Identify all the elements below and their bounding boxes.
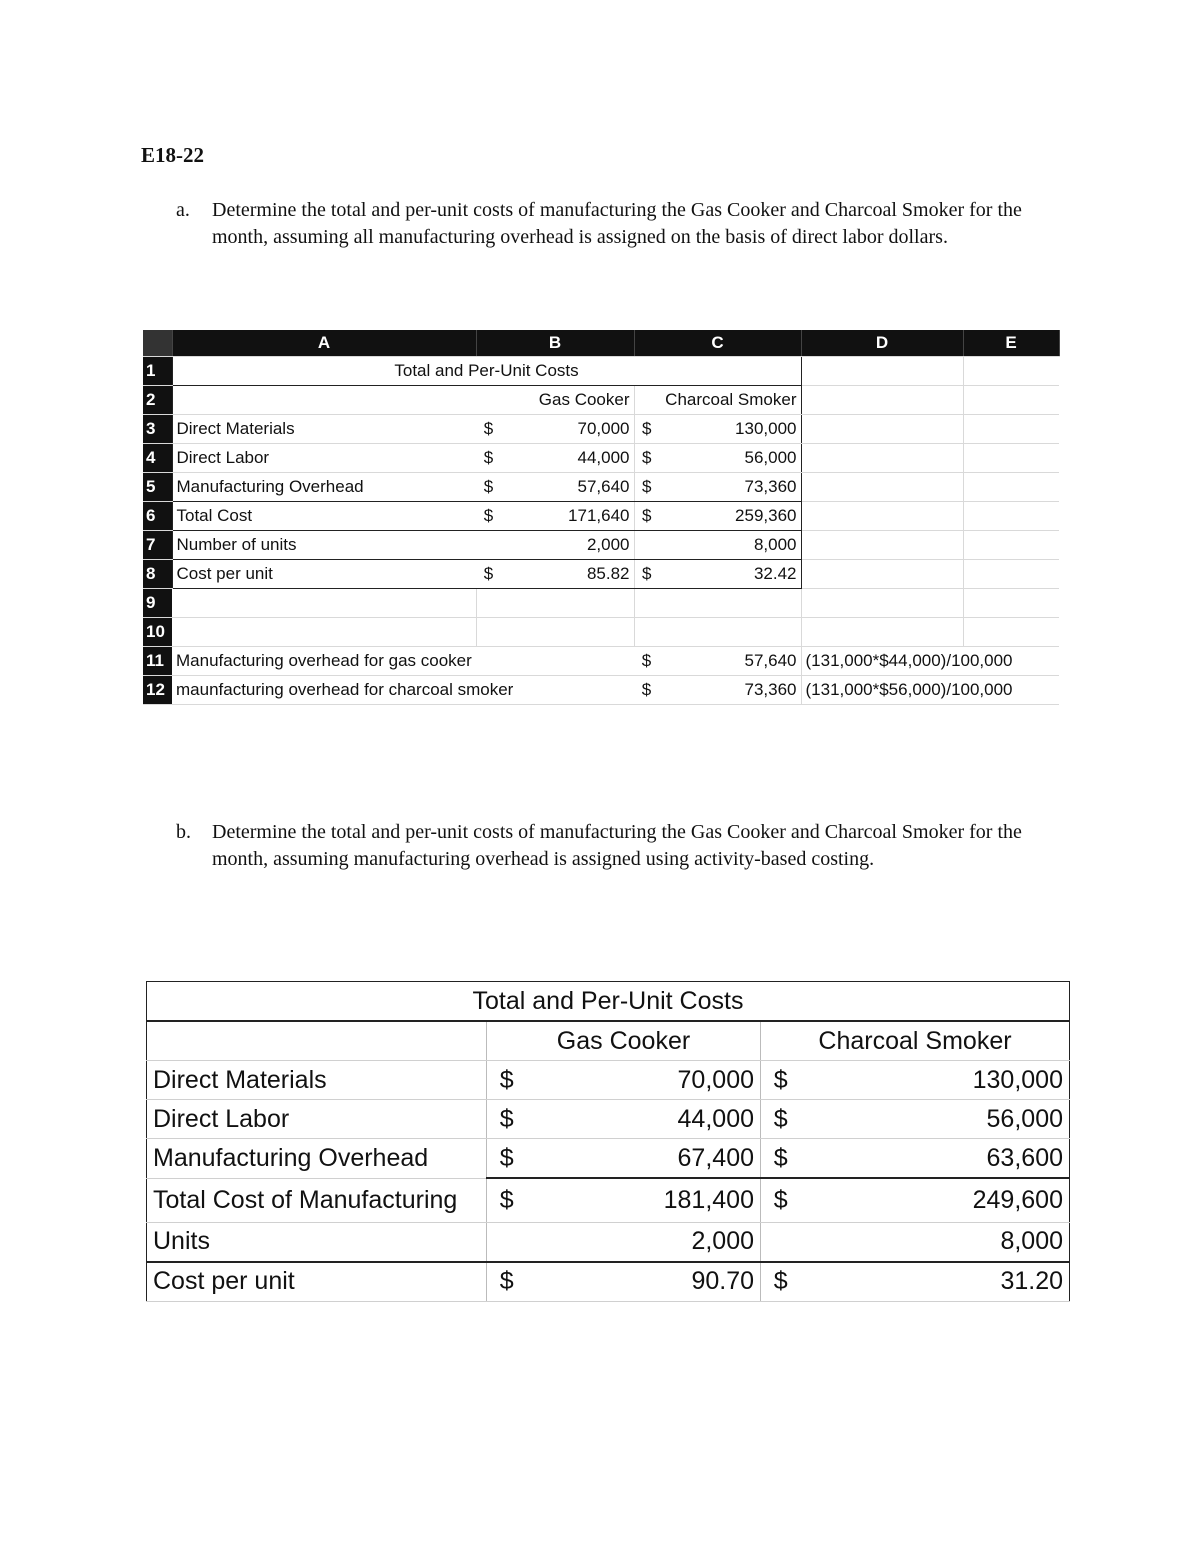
- cell[interactable]: [963, 386, 1059, 415]
- row-number[interactable]: 8: [143, 560, 172, 589]
- sheet-row: [143, 386, 1059, 415]
- charcoal-smoker-value[interactable]: 32.42: [659, 560, 801, 589]
- row-label[interactable]: maunfacturing overhead for charcoal smoker: [172, 676, 634, 705]
- row-label[interactable]: Manufacturing overhead for gas cooker: [172, 647, 634, 676]
- question-a-label: a.: [176, 199, 190, 221]
- currency-symbol: $: [634, 444, 659, 473]
- question-b-text: Determine the total and per-unit costs of manufacturing the Gas Cooker and Charcoal Smoker for the month, assuming manufacturing overhead is assigned using activity-based costing.: [212, 821, 1022, 870]
- cell[interactable]: [963, 531, 1059, 560]
- cell[interactable]: [476, 589, 634, 618]
- row-label: Total Cost of Manufacturing: [147, 1178, 487, 1222]
- cell[interactable]: [801, 502, 963, 531]
- question-a-text: Determine the total and per-unit costs of manufacturing the Gas Cooker and Charcoal Smoker for the month, assuming all manufacturing overhead is assigned on the basis of direct labor dollars.: [212, 199, 1022, 248]
- cell[interactable]: [963, 502, 1059, 531]
- currency-symbol: $: [487, 1100, 527, 1139]
- cost-table-abc: [146, 981, 1070, 1302]
- currency-symbol: $: [634, 415, 659, 444]
- cell[interactable]: [476, 618, 634, 647]
- table-title: Total and Per-Unit Costs: [147, 982, 1070, 1022]
- table-title-row: [147, 982, 1070, 1022]
- row-label[interactable]: Direct Materials: [172, 415, 476, 444]
- gas-cooker-value[interactable]: 2,000: [501, 531, 634, 560]
- charcoal-smoker-value[interactable]: 73,360: [659, 473, 801, 502]
- sheet-row: [143, 531, 1059, 560]
- currency-symbol: $: [487, 1139, 527, 1179]
- currency-symbol: $: [487, 1262, 527, 1302]
- cell[interactable]: [801, 386, 963, 415]
- select-all-corner[interactable]: [143, 330, 172, 357]
- cell: [147, 1021, 487, 1061]
- row-number[interactable]: 9: [143, 589, 172, 618]
- page-heading: E18-22: [141, 143, 204, 167]
- currency-symbol: $: [476, 444, 501, 473]
- cell[interactable]: [801, 357, 963, 386]
- sheet-row: [143, 357, 1059, 386]
- currency-symbol: $: [634, 676, 659, 705]
- sheet-row: [143, 415, 1059, 444]
- charcoal-smoker-value: 8,000: [801, 1222, 1070, 1262]
- cell[interactable]: [634, 589, 801, 618]
- sheet-row: [143, 618, 1059, 647]
- gas-cooker-value: 2,000: [527, 1222, 761, 1262]
- row-label: Units: [147, 1222, 487, 1262]
- table-header-row: [147, 1021, 1070, 1061]
- currency-symbol: $: [761, 1262, 801, 1302]
- row-label[interactable]: Manufacturing Overhead: [172, 473, 476, 502]
- charcoal-smoker-value[interactable]: 8,000: [659, 531, 801, 560]
- sheet-row: [143, 589, 1059, 618]
- col-c-header[interactable]: Charcoal Smoker: [634, 386, 801, 415]
- cell[interactable]: [634, 618, 801, 647]
- row-label[interactable]: Total Cost: [172, 502, 476, 531]
- column-header-d[interactable]: D: [801, 330, 963, 357]
- column-header-e[interactable]: E: [963, 330, 1059, 357]
- cell[interactable]: [801, 589, 963, 618]
- question-b: [176, 819, 1076, 873]
- cell: [761, 1222, 801, 1262]
- overhead-formula[interactable]: (131,000*$56,000)/100,000: [801, 676, 1059, 705]
- row-label: Direct Labor: [147, 1100, 487, 1139]
- row-number[interactable]: 2: [143, 386, 172, 415]
- col-c-header: Charcoal Smoker: [761, 1021, 1070, 1061]
- gas-cooker-value: 90.70: [527, 1262, 761, 1302]
- currency-symbol: $: [476, 560, 501, 589]
- row-number[interactable]: 10: [143, 618, 172, 647]
- charcoal-smoker-value[interactable]: 56,000: [659, 444, 801, 473]
- row-number[interactable]: 7: [143, 531, 172, 560]
- gas-cooker-value[interactable]: 85.82: [501, 560, 634, 589]
- sheet-row: [143, 560, 1059, 589]
- currency-symbol: $: [761, 1061, 801, 1100]
- cell[interactable]: [963, 560, 1059, 589]
- overhead-formula[interactable]: (131,000*$44,000)/100,000: [801, 647, 1059, 676]
- gas-cooker-value[interactable]: 44,000: [501, 444, 634, 473]
- charcoal-smoker-value[interactable]: 130,000: [659, 415, 801, 444]
- charcoal-smoker-value: 56,000: [801, 1100, 1070, 1139]
- cell[interactable]: [801, 444, 963, 473]
- row-label[interactable]: Number of units: [172, 531, 476, 560]
- cell[interactable]: [801, 618, 963, 647]
- row-number[interactable]: 5: [143, 473, 172, 502]
- table-row: [147, 1139, 1070, 1179]
- row-number[interactable]: 12: [143, 676, 172, 705]
- cell[interactable]: [801, 531, 963, 560]
- cell[interactable]: [172, 618, 476, 647]
- table-row: [147, 1262, 1070, 1302]
- currency-symbol: $: [476, 415, 501, 444]
- currency-symbol: $: [487, 1061, 527, 1100]
- table-row: [147, 1178, 1070, 1222]
- column-header-a[interactable]: A: [172, 330, 476, 357]
- sheet-row: [143, 444, 1059, 473]
- overhead-value[interactable]: 57,640: [659, 647, 801, 676]
- row-number[interactable]: 11: [143, 647, 172, 676]
- sheet-row: [143, 502, 1059, 531]
- cell[interactable]: [476, 531, 501, 560]
- row-label[interactable]: Cost per unit: [172, 560, 476, 589]
- cell[interactable]: [963, 415, 1059, 444]
- question-b-label: b.: [176, 821, 191, 843]
- gas-cooker-value: 44,000: [527, 1100, 761, 1139]
- column-header-b[interactable]: B: [476, 330, 634, 357]
- row-number[interactable]: 4: [143, 444, 172, 473]
- table-row: [147, 1100, 1070, 1139]
- row-number[interactable]: 6: [143, 502, 172, 531]
- charcoal-smoker-value: 130,000: [801, 1061, 1070, 1100]
- sheet-title[interactable]: Total and Per-Unit Costs: [172, 357, 801, 386]
- cell[interactable]: [172, 386, 476, 415]
- currency-symbol: $: [634, 473, 659, 502]
- gas-cooker-value[interactable]: 70,000: [501, 415, 634, 444]
- cell[interactable]: [963, 618, 1059, 647]
- cell[interactable]: [801, 473, 963, 502]
- cell[interactable]: [172, 589, 476, 618]
- cell: [487, 1222, 527, 1262]
- currency-symbol: $: [634, 502, 659, 531]
- table-row: [147, 1061, 1070, 1100]
- cell[interactable]: [963, 473, 1059, 502]
- row-number[interactable]: 3: [143, 415, 172, 444]
- table-row: [147, 1222, 1070, 1262]
- currency-symbol: $: [761, 1178, 801, 1222]
- currency-symbol: $: [487, 1178, 527, 1222]
- currency-symbol: $: [476, 502, 501, 531]
- currency-symbol: $: [634, 647, 659, 676]
- sheet-row: [143, 473, 1059, 502]
- sheet-row: [143, 647, 1059, 676]
- gas-cooker-value: 70,000: [527, 1061, 761, 1100]
- col-b-header: Gas Cooker: [487, 1021, 761, 1061]
- question-a: [176, 197, 1076, 251]
- cell[interactable]: [963, 589, 1059, 618]
- cell[interactable]: [801, 560, 963, 589]
- gas-cooker-value[interactable]: 57,640: [501, 473, 634, 502]
- column-header-row: [143, 330, 1059, 357]
- sheet-row: [143, 676, 1059, 705]
- cell[interactable]: [634, 531, 659, 560]
- col-b-header[interactable]: Gas Cooker: [476, 386, 634, 415]
- spreadsheet-1: [143, 330, 1060, 705]
- row-label: Cost per unit: [147, 1262, 487, 1302]
- row-label: Direct Materials: [147, 1061, 487, 1100]
- currency-symbol: $: [476, 473, 501, 502]
- currency-symbol: $: [761, 1139, 801, 1179]
- charcoal-smoker-value: 249,600: [801, 1178, 1070, 1222]
- gas-cooker-value[interactable]: 171,640: [501, 502, 634, 531]
- cell[interactable]: [963, 357, 1059, 386]
- cell[interactable]: [963, 444, 1059, 473]
- row-number[interactable]: 1: [143, 357, 172, 386]
- row-label: Manufacturing Overhead: [147, 1139, 487, 1179]
- column-header-c[interactable]: C: [634, 330, 801, 357]
- charcoal-smoker-value: 63,600: [801, 1139, 1070, 1179]
- overhead-value[interactable]: 73,360: [659, 676, 801, 705]
- charcoal-smoker-value: 31.20: [801, 1262, 1070, 1302]
- gas-cooker-value: 67,400: [527, 1139, 761, 1179]
- cell[interactable]: [801, 415, 963, 444]
- gas-cooker-value: 181,400: [527, 1178, 761, 1222]
- currency-symbol: $: [761, 1100, 801, 1139]
- charcoal-smoker-value[interactable]: 259,360: [659, 502, 801, 531]
- row-label[interactable]: Direct Labor: [172, 444, 476, 473]
- currency-symbol: $: [634, 560, 659, 589]
